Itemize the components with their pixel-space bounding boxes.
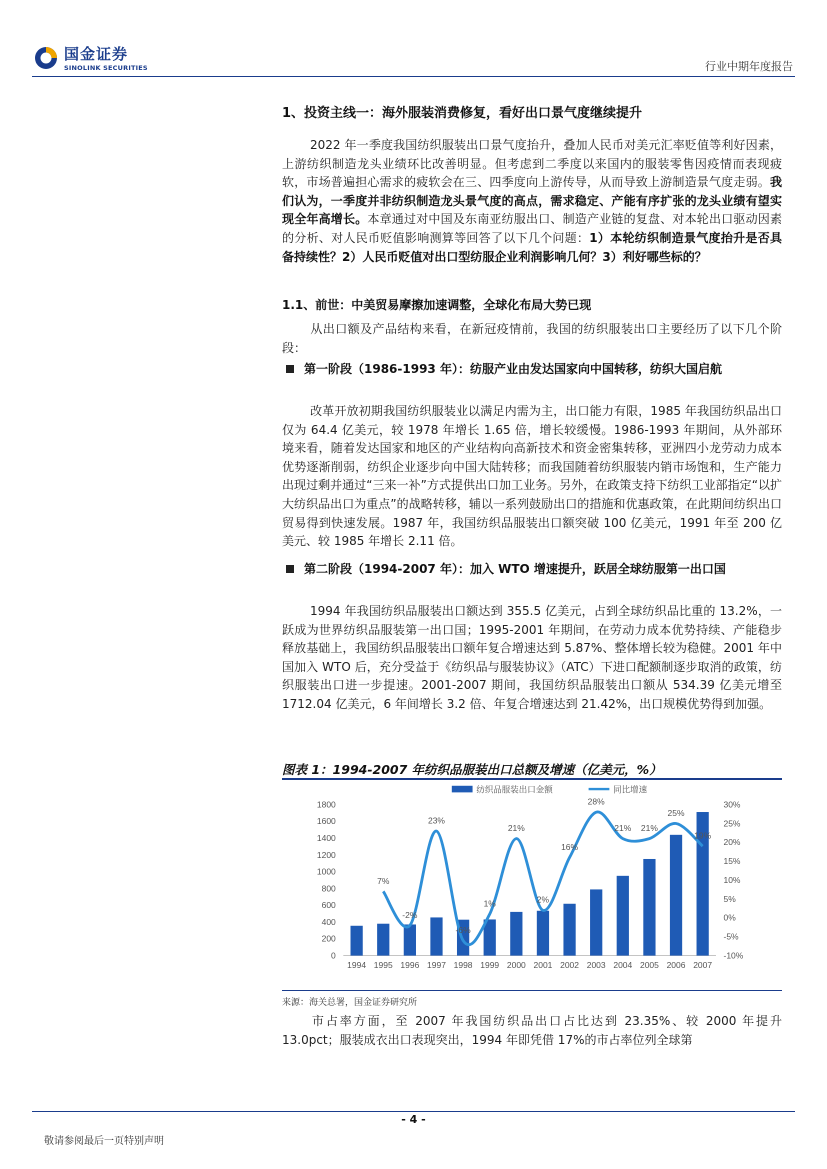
intro-highlight: 我们认为，一季度并非纺织制造龙头景气度的高点，需求稳定、产能有序扩张的龙头业绩有望实现全年高增长。 (282, 175, 782, 227)
x-axis-tick: 1999 (480, 959, 500, 970)
stage1-heading (282, 360, 782, 379)
x-axis-tick: 2001 (533, 959, 553, 970)
growth-data-label: -6% (455, 924, 471, 935)
bullet-square-icon (286, 565, 294, 573)
chart-bar (377, 924, 389, 956)
left-axis-tick: 200 (321, 933, 336, 944)
chart-bar (351, 926, 363, 956)
chart-bar (510, 912, 522, 956)
growth-data-label: 21% (640, 823, 658, 834)
chart-bar (670, 835, 682, 956)
logo-chinese-name: 国金证券 (64, 45, 129, 63)
x-axis-tick: 2000 (506, 959, 526, 970)
chart-bar (563, 904, 575, 956)
growth-data-label: 25% (667, 807, 685, 818)
left-axis-tick: 1600 (316, 816, 336, 827)
x-axis-tick: 2007 (693, 959, 713, 970)
x-axis-tick: 1994 (347, 959, 367, 970)
growth-data-label: 21% (614, 823, 632, 834)
report-type: 行业中期年度报告 (705, 60, 793, 73)
growth-data-label: 16% (561, 841, 579, 852)
growth-data-label: 23% (427, 815, 445, 826)
growth-data-label: 21% (507, 823, 525, 834)
legend-line-label: 同比增速 (613, 784, 648, 795)
left-axis-tick: 1400 (316, 833, 336, 844)
figure-title: 图表 1：1994-2007 年纺织品服装出口总额及增速（亿美元，%） (282, 760, 782, 780)
footer-disclaimer: 敬请参阅最后一页特别声明 (44, 1136, 164, 1147)
chart-bar (537, 911, 549, 956)
market-share-text: 市占率方面，至 2007 年我国纺织品出口占比达到 23.35%、较 2000 年提升 13.0pct；服装成衣出口表现突出，1994 年即凭借 17%的市占率位列全球第 (282, 1014, 782, 1047)
intro-paragraph (282, 136, 782, 266)
x-axis-tick: 2004 (613, 959, 633, 970)
left-axis-tick: 1000 (316, 866, 336, 877)
header-divider (32, 76, 795, 77)
right-axis-tick: 25% (723, 818, 741, 829)
subsection-intro (282, 320, 782, 357)
right-axis-tick: 0% (723, 912, 736, 923)
right-axis-tick: 30% (723, 799, 741, 810)
growth-data-label: -2% (402, 909, 418, 920)
intro-text: 2022 年一季度我国纺织服装出口景气度抬升，叠加人民币对美元汇率贬值等利好因素，上游纺织制造龙头业绩环比改善明显。但考虑到二季度以来国内的服装零售因疫情而表现疲软，市场普遍担心需求的疲软会在三、四季度向上游传导，从而导致上游制造景气度走弱。 (282, 138, 782, 190)
page-number: - 4 - (401, 1113, 426, 1126)
growth-data-label: 7% (377, 875, 390, 886)
stage2-body: 1994 年我国纺织品服装出口额达到 355.5 亿美元，占到全球纺织品比重的 13.2%，一跃成为世界纺织品服装第一出口国；1995-2001 年期间，在劳动力成本优势持续、产能稳步释放基础上，我国纺织品服装出口额年复合增速达到 5.87%、整体增长较为稳健。2001 年中国加入 WTO 后，充分受益于《纺织品与服装协议》（ATC）下进口配额制逐步取消的政策，纺织服装出口进一步提速。2001-2007 期间，我国纺织品服装出口额从 534.39 亿美元增至 1712.04 亿美元，6 年间增长 3.2 倍、年复合增速达到 21.42%，出口规模优势得到加强。 (282, 604, 782, 711)
right-axis-tick: 10% (723, 874, 741, 885)
left-axis-tick: 0 (331, 950, 336, 961)
growth-data-label: 19% (694, 830, 712, 841)
footer-divider (32, 1111, 795, 1112)
company-logo (34, 46, 184, 78)
x-axis-tick: 1996 (400, 959, 420, 970)
stage1-paragraph (282, 402, 782, 551)
x-axis-tick: 2003 (586, 959, 606, 970)
chart-bar (404, 924, 416, 955)
bullet-square-icon (286, 365, 294, 373)
left-axis-tick: 1200 (316, 849, 336, 860)
x-axis-tick: 1998 (453, 959, 473, 970)
chart-bar (590, 889, 602, 955)
right-axis-tick: -5% (723, 931, 739, 942)
page-header (0, 0, 827, 80)
market-share-paragraph (282, 1012, 782, 1049)
left-axis-tick: 600 (321, 900, 336, 911)
logo-mark-icon (34, 46, 58, 70)
right-axis-tick: -10% (723, 950, 744, 961)
left-axis-tick: 800 (321, 883, 336, 894)
chart-bar (430, 917, 442, 955)
x-axis-tick: 2002 (560, 959, 580, 970)
figure-source: 来源：海关总署，国金证券研究所 (282, 990, 782, 1008)
chart-bar (643, 859, 655, 956)
export-chart (282, 782, 782, 982)
left-axis-tick: 400 (321, 916, 336, 927)
growth-data-label: 2% (536, 894, 550, 905)
section-title: 1、投资主线一：海外服装消费修复，看好出口景气度继续提升 (282, 106, 643, 121)
stage1-body: 改革开放初期我国纺织服装业以满足内需为主，出口能力有限，1985 年我国纺织品出口仅为 64.4 亿美元，较 1978 年增长 1.65 倍，增长较缓慢。1986-1993 年期间，从外部环境来看，随着发达国家和地区的产业结构向高新技术和资金密集转移，亚洲四小龙劳动力成本优势逐渐削弱，纺织企业逐步向中国大陆转移；而我国随着纺织服装内销市场饱和，生产能力出现过剩并通过“三来一补”方式提供出口加工业务。另外，在政策支持下纺织工业部指定“以扩大纺织品出口为重点”的战略转移，辅以一系列鼓励出口的措施和优惠政策，在此期间纺织出口贸易得到快速发展。1987 年，我国纺织品服装出口额突破 100 亿美元，1991 年至 200 亿美元、较 1985 年增长 2.11 倍。 (282, 404, 782, 549)
left-axis-tick: 1800 (316, 799, 336, 810)
subsection-title: 1.1、前世：中美贸易摩擦加速调整，全球化布局大势已现 (282, 298, 592, 312)
growth-data-label: 28% (587, 796, 605, 807)
growth-data-label: 1% (483, 898, 496, 909)
chart-bar (617, 876, 629, 956)
subsection-intro-text: 从出口额及产品结构来看，在新冠疫情前，我国的纺织服装出口主要经历了以下几个阶段： (282, 322, 782, 355)
x-axis-tick: 2006 (666, 959, 686, 970)
stage2-heading (282, 560, 782, 579)
x-axis-tick: 2005 (639, 959, 659, 970)
stage2-title: 第二阶段（1994-2007 年）：加入 WTO 增速提升，跃居全球纺服第一出口国 (304, 562, 726, 576)
intro-text-2: 本章通过对中国及东南亚纺服出口、制造产业链的复盘、对本轮出口驱动因素的分析、对人民币贬值影响测算等回答了以下几个问题： (282, 212, 782, 245)
right-axis-tick: 15% (723, 856, 741, 867)
intro-questions: 1）本轮纺织制造景气度抬升是否具备持续性？2）人民币贬值对出口型纺服企业利润影响几何？3）利好哪些标的？ (282, 230, 782, 264)
logo-english-name: SINOLINK SECURITIES (64, 64, 148, 72)
legend-bar-swatch (452, 786, 473, 793)
right-axis-tick: 5% (723, 893, 736, 904)
x-axis-tick: 1997 (427, 959, 446, 970)
legend-bar-label: 纺织品服装出口金额 (476, 784, 553, 795)
x-axis-tick: 1995 (373, 959, 393, 970)
right-axis-tick: 20% (723, 837, 741, 848)
stage1-title: 第一阶段（1986-1993 年）：纺服产业由发达国家向中国转移，纺织大国启航 (304, 362, 722, 376)
stage2-paragraph (282, 602, 782, 714)
